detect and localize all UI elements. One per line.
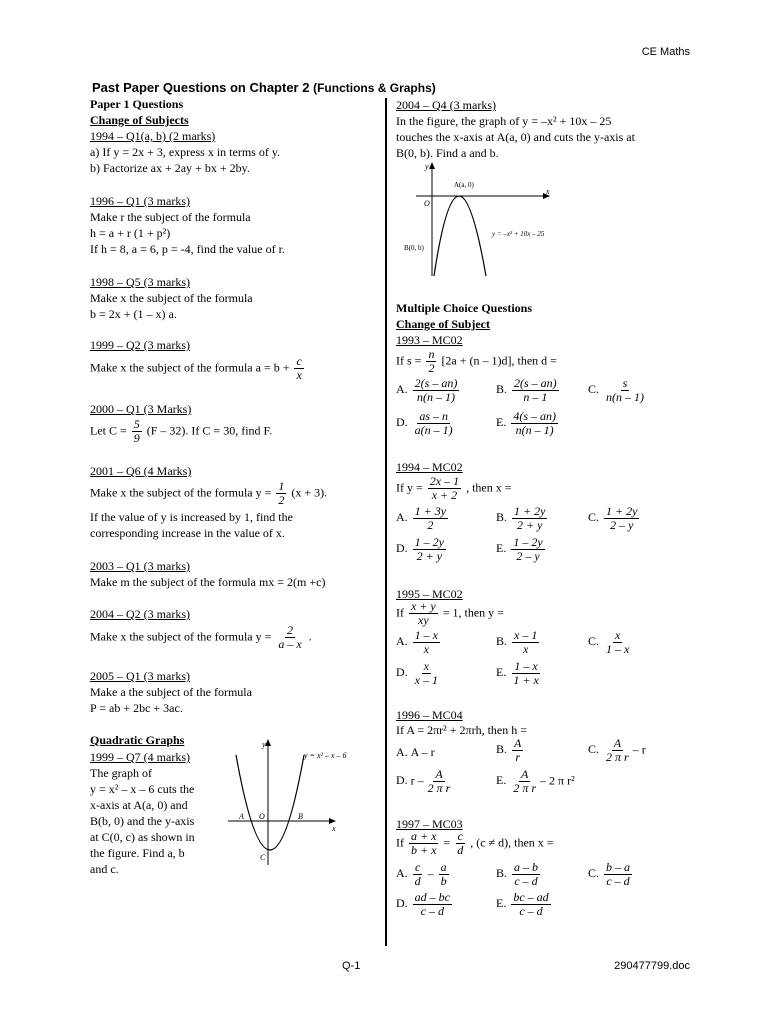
q2000-post: (F – 32). If C = 30, find F.	[146, 423, 273, 438]
q1994-block	[90, 128, 280, 176]
q2004q4-block	[396, 97, 635, 161]
mc1995-option-a: A. $\frac{1 - x}{x}$	[396, 628, 438, 656]
q2000-block	[90, 401, 272, 445]
q2004-head: 2004 – Q2 (3 marks)	[90, 607, 190, 621]
q2003-head: 2003 – Q1 (3 marks)	[90, 559, 190, 573]
q2005-head: 2005 – Q1 (3 marks)	[90, 669, 190, 683]
q2004q4-l2: touches the x-axis at A(a, 0) and cuts the y-axis at	[396, 130, 635, 144]
graph1-B: B	[298, 812, 303, 821]
q1999q7-head: 1999 – Q7 (4 marks)	[90, 750, 190, 764]
title-paren: (Functions & Graphs)	[313, 81, 436, 95]
mc1995-option-c: C. $\frac{x}{1 - x}$	[588, 628, 630, 656]
q2000-fraction: $\frac{5}{9}$	[133, 417, 140, 445]
mc1993-option-a: A. $\frac{2(s - an)}{n(n - 1)}$	[396, 376, 458, 404]
q2005-l2: P = ab + 2bc + 3ac.	[90, 701, 183, 715]
q1996-l2: h = a + r (1 + p²)	[90, 226, 171, 240]
mc1996-option-b: B. $\frac{A}{r}$	[496, 736, 522, 764]
mc1997-head: 1997 – MC03	[396, 817, 463, 831]
q2004q4-l3: B(0, b). Find a and b.	[396, 146, 499, 160]
q2001-post: (x + 3).	[291, 485, 328, 500]
q2004q4-l1: In the figure, the graph of y = –x² + 10x – 25	[396, 114, 612, 128]
mc1994-option-d: D. $\frac{1 - 2y}{2 + y}$	[396, 535, 444, 563]
q2004-fraction: $\frac{2}{a - x}$	[278, 623, 302, 651]
title-main: Past Paper Questions on Chapter 2	[92, 80, 310, 95]
graph2-B: B(0, b)	[404, 244, 424, 252]
graph1-C: C	[260, 853, 266, 862]
parabola-curve	[434, 196, 486, 276]
mc1995-option-d: D. $\frac{x}{x - 1}$	[396, 659, 438, 687]
q2000-head: 2000 – Q1 (3 Marks)	[90, 402, 192, 416]
q1999-head: 1999 – Q2 (3 marks)	[90, 338, 190, 352]
mc1997-question: If $\frac{a + x}{b + x}$ = $\frac{c}{d}$ , (c ≠ d), then x =	[396, 829, 554, 857]
q1998-block	[90, 274, 253, 322]
q1998-l1: Make x the subject of the formula	[90, 291, 253, 305]
graph1-equation: y = x² – x – 6	[304, 751, 347, 760]
q1999q7-l1: The graph of	[90, 766, 152, 780]
mc1993-option-e: E. $\frac{4(s - an)}{n(n - 1)}$	[496, 409, 557, 437]
q1999q7-l2: y = x² – x – 6 cuts the	[90, 782, 195, 796]
y-axis-arrow	[265, 739, 271, 746]
graph2-ylab: y	[425, 162, 429, 171]
y-axis-arrow	[429, 162, 435, 169]
q2004-block	[90, 606, 312, 651]
mc1997-option-e: E. $\frac{bc - ad}{c - d}$	[496, 890, 549, 918]
q1999-fraction: $\frac{c}{x}$	[296, 354, 302, 382]
q1999q7-l7: and c.	[90, 862, 119, 876]
graph2-O: O	[424, 199, 430, 208]
change-subjects-heading: Change of Subjects	[90, 113, 189, 127]
graph2-equation: y = –x² + 10x – 25	[492, 230, 545, 238]
graph1-O: O	[259, 812, 265, 821]
mc1996-option-d: D. r – $\frac{A}{\text{2 π r}}$	[396, 767, 451, 795]
q2001-fraction: $\frac{1}{2}$	[278, 479, 285, 507]
mc1994-option-c: C. $\frac{1 + 2y}{2 - y}$	[588, 504, 638, 532]
graph2-xlab: x	[546, 187, 550, 196]
q1994-head: 1994 – Q1(a, b) (2 marks)	[90, 129, 216, 143]
mc1994-head: 1994 – MC02	[396, 460, 463, 474]
q1994-a: a) If y = 2x + 3, express x in terms of y.	[90, 145, 281, 159]
q1998-l2: b = 2x + (1 – x) a.	[90, 307, 177, 321]
quadratic-graph-figure	[224, 735, 374, 870]
q1998-head: 1998 – Q5 (3 marks)	[90, 275, 190, 289]
mc1997-option-b: B. $\frac{a - b}{c - d}$	[496, 860, 539, 888]
mc1996-option-e: E. $\frac{A}{\text{2 π r}}$ – 2 π r²	[496, 767, 575, 795]
paper1-heading: Paper 1 Questions	[90, 97, 184, 111]
mcq-heading: Multiple Choice Questions	[396, 301, 533, 315]
q1996-block	[90, 193, 285, 257]
q2001-l2: If the value of y is increased by 1, find the	[90, 510, 293, 524]
q1999q7-l6: the figure. Find a, b	[90, 846, 185, 860]
q1996-head: 1996 – Q1 (3 marks)	[90, 194, 190, 208]
q2004-post: .	[308, 629, 312, 644]
q1994-b: b) Factorize ax + 2ay + bx + 2by.	[90, 161, 250, 175]
q1999q7-l3: x-axis at A(a, 0) and	[90, 798, 188, 812]
downward-parabola-figure	[398, 160, 558, 278]
quadratic-graphs-heading: Quadratic Graphs	[90, 733, 185, 747]
q1999q7-l5: at C(0, c) as shown in	[90, 830, 195, 844]
graph1-xlab: x	[332, 824, 336, 833]
mc1997-option-d: D. $\frac{ad - bc}{c - d}$	[396, 890, 450, 918]
q2000-pre: Let C =	[90, 423, 127, 438]
page-title	[92, 80, 436, 95]
mc1995-head: 1995 – MC02	[396, 587, 463, 601]
mc1994-option-b: B. $\frac{1 + 2y}{2 + y}$	[496, 504, 546, 532]
q2001-block	[90, 463, 327, 541]
mc1995-question: If $\frac{x + y}{xy}$ = 1, then y =	[396, 599, 504, 627]
q2004q4-head: 2004 – Q4 (3 marks)	[396, 98, 496, 112]
mc1993-option-c: C. $\frac{s}{n(n - 1)}$	[588, 376, 645, 404]
q2001-pre: Make x the subject of the formula y =	[90, 485, 272, 500]
mc1997-option-a: A. $\frac{c}{d}$ – $\frac{a}{b}$	[396, 860, 447, 888]
mc1993-head: 1993 – MC02	[396, 333, 463, 347]
course-label: CE Maths	[641, 46, 690, 58]
change-subject-heading: Change of Subject	[396, 317, 491, 331]
q1999-text: Make x the subject of the formula a = b +	[90, 360, 290, 375]
column-divider	[385, 98, 387, 946]
mc1994-question: If y = $\frac{2x - 1}{x + 2}$ , then x =	[396, 474, 512, 502]
page-number: Q-1	[342, 960, 361, 972]
mc1996-head: 1996 – MC04	[396, 708, 463, 722]
q2001-head: 2001 – Q6 (4 Marks)	[90, 464, 192, 478]
mc1994-option-e: E. $\frac{1 - 2y}{2 - y}$	[496, 535, 543, 563]
q2004-pre: Make x the subject of the formula y =	[90, 629, 272, 644]
graph2-A: A(a, 0)	[454, 181, 474, 189]
mc1995-option-e: E. $\frac{1 - x}{1 + x}$	[496, 659, 539, 687]
q2005-l1: Make a the subject of the formula	[90, 685, 252, 699]
q1996-l3: If h = 8, a = 6, p = -4, find the value of r.	[90, 242, 285, 256]
q2003-l1: Make m the subject of the formula mx = 2(m +c)	[90, 575, 326, 589]
q2005-block	[90, 668, 252, 716]
mc1995-option-b: B. $\frac{x - 1}{x}$	[496, 628, 538, 656]
q2003-block	[90, 558, 325, 590]
mc1996-option-a: A. A – r	[396, 745, 435, 759]
mc1996-question: If A = 2πr² + 2πrh, then h =	[396, 723, 528, 737]
q1999q7-l4: B(b, 0) and the y-axis	[90, 814, 195, 828]
mc1993-option-b: B. $\frac{2(s - an)}{n - 1}$	[496, 376, 557, 404]
q1999q7-block	[90, 749, 195, 877]
parabola-curve	[236, 755, 304, 850]
q1996-l1: Make r the subject of the formula	[90, 210, 251, 224]
mc1993-option-d: D. $\frac{as - n}{a(n - 1)}$	[396, 409, 453, 437]
graph1-ylab: y	[262, 740, 266, 749]
mc1997-option-c: C. $\frac{b - a}{c - d}$	[588, 860, 631, 888]
graph1-A: A	[239, 812, 244, 821]
file-name: 290477799.doc	[614, 960, 690, 972]
q2001-l3: corresponding increase in the value of x.	[90, 526, 285, 540]
q1999-block	[90, 337, 306, 382]
mc1993-question: If s = $\frac{n}{2}$ [2a + (n – 1)d], then d =	[396, 347, 557, 375]
mc1994-option-a: A. $\frac{1 + 3y}{2}$	[396, 504, 447, 532]
mc1996-option-c: C. $\frac{A}{\text{2 π r}}$ – r	[588, 736, 646, 764]
